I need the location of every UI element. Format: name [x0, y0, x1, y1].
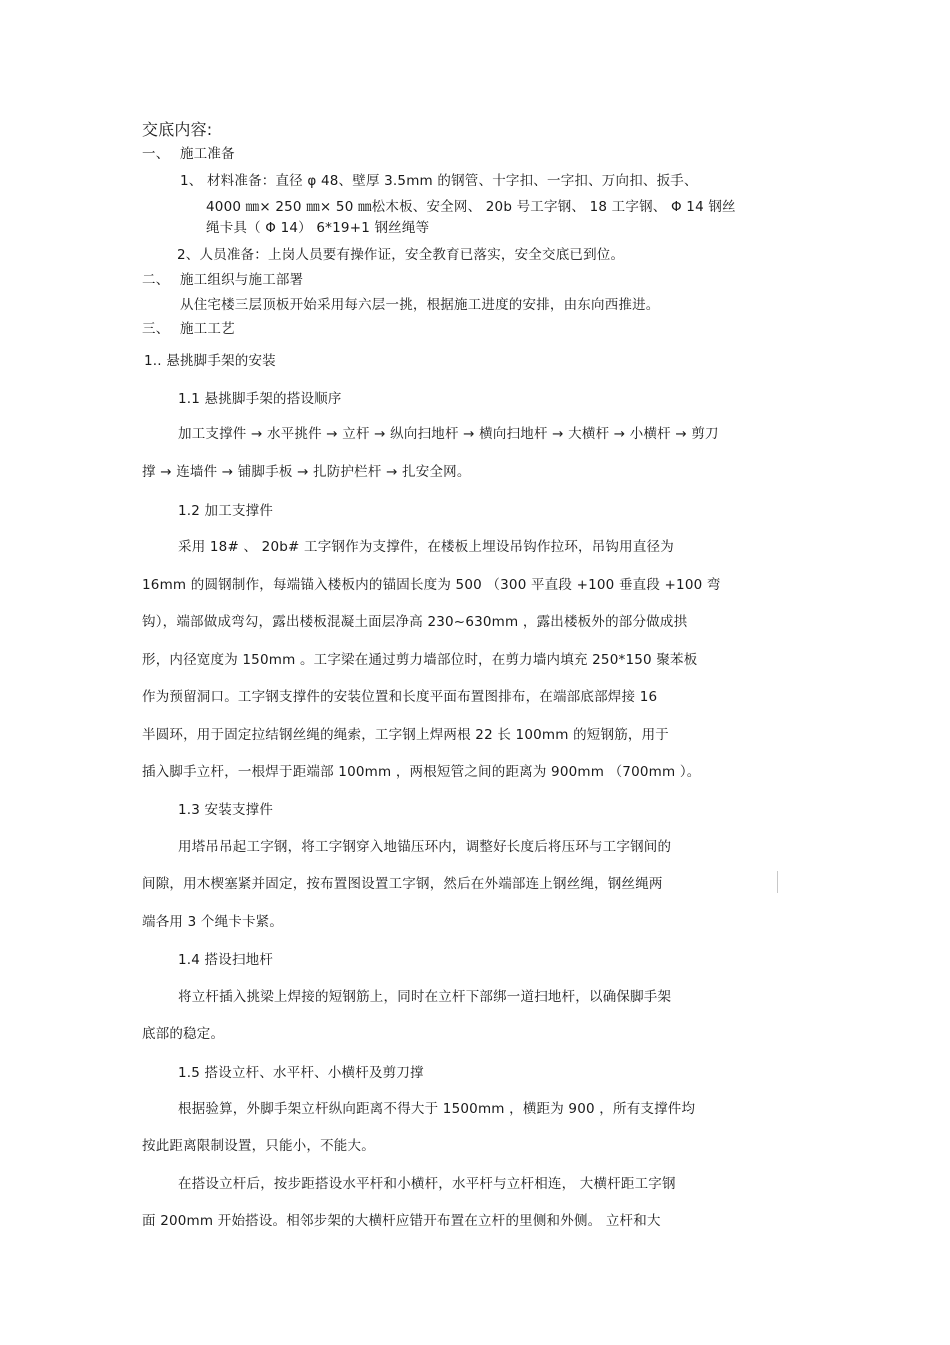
support-paragraph-line: 半圆环，用于固定拉结钢丝绳的绳索，工字钢上焊两根 22 长 100mm 的短钢筋，用于	[142, 727, 670, 743]
section-1-number: 一、	[142, 146, 170, 162]
sweep-rod-paragraph-line: 底部的稳定。	[142, 1026, 225, 1042]
materials-line-1: 1、 材料准备：直径 φ 48、壁厚 3.5mm 的钢管、十字扣、一字扣、万向扣、扳手、	[180, 173, 698, 189]
materials-line-2: 4000 ㎜× 250 ㎜× 50 ㎜松木板、安全网、 20b 号工字钢、 18 工字钢、 Φ 14 钢丝	[206, 199, 736, 215]
support-paragraph-line: 采用 18# 、 20b# 工字钢作为支撑件，在楼板上埋设吊钩作拉环，吊钩用直径为	[178, 539, 674, 555]
install-paragraph-line: 端各用 3 个绳卡卡紧。	[142, 914, 284, 930]
install-paragraph-line: 用塔吊吊起工字钢，将工字钢穿入地锚压环内，调整好长度后将压环与工字钢间的	[178, 839, 672, 855]
heading-1: 1.. 悬挑脚手架的安装	[144, 353, 276, 369]
margin-divider	[777, 871, 778, 893]
poles-paragraph-line: 按此距离限制设置，只能小，不能大。	[142, 1138, 375, 1154]
poles-paragraph-line: 在搭设立杆后，按步距搭设水平杆和小横杆，水平杆与立杆相连， 大横杆距工字钢	[178, 1176, 676, 1192]
support-paragraph-line: 形，内径宽度为 150mm 。工字梁在通过剪力墙部位时，在剪力墙内填充 250*150 聚苯板	[142, 652, 698, 668]
section-2-title: 施工组织与施工部署	[180, 272, 304, 288]
support-paragraph-line: 钩），端部做成弯勾，露出楼板混凝土面层净高 230~630mm ，露出楼板外的部分做成拱	[142, 614, 688, 630]
heading-1-2: 1.2 加工支撑件	[178, 503, 274, 519]
heading-1-5: 1.5 搭设立杆、水平杆、小横杆及剪刀撑	[178, 1065, 424, 1081]
support-paragraph-line: 16mm 的圆钢制作，每端锚入楼板内的锚固长度为 500 （300 平直段 +100 垂直段 +100 弯	[142, 577, 721, 593]
doc-title: 交底内容:	[142, 120, 213, 139]
heading-1-4: 1.4 搭设扫地杆	[178, 952, 274, 968]
sequence-line-1: 加工支撑件 → 水平挑件 → 立杆 → 纵向扫地杆 → 横向扫地杆 → 大横杆 → 小横杆 → 剪刀	[178, 426, 719, 442]
deployment-text: 从住宅楼三层顶板开始采用每六层一挑，根据施工进度的安排，由东向西推进。	[180, 297, 660, 313]
sequence-line-2: 撑 → 连墙件 → 铺脚手板 → 扎防护栏杆 → 扎安全网。	[142, 464, 471, 480]
install-paragraph-line: 间隙，用木楔塞紧并固定，按布置图设置工字钢，然后在外端部连上钢丝绳，钢丝绳两	[142, 876, 663, 892]
staff-preparation: 2、人员准备：上岗人员要有操作证，安全教育已落实，安全交底已到位。	[177, 247, 625, 263]
support-paragraph-line: 插入脚手立杆，一根焊于距端部 100mm ，两根短管之间的距离为 900mm （700mm ）。	[142, 764, 701, 780]
section-3-title: 施工工艺	[180, 321, 235, 337]
section-1-title: 施工准备	[180, 146, 235, 162]
heading-1-1: 1.1 悬挑脚手架的搭设顺序	[178, 391, 342, 407]
sweep-rod-paragraph-line: 将立杆插入挑梁上焊接的短钢筋上，同时在立杆下部绑一道扫地杆，以确保脚手架	[178, 989, 672, 1005]
heading-1-3: 1.3 安装支撑件	[178, 802, 274, 818]
materials-line-3: 绳卡具（ Φ 14） 6*19+1 钢丝绳等	[206, 220, 430, 236]
section-3-number: 三、	[142, 321, 170, 337]
poles-paragraph-line: 面 200mm 开始搭设。相邻步架的大横杆应错开布置在立杆的里侧和外侧。 立杆和大	[142, 1213, 661, 1229]
section-2-number: 二、	[142, 272, 170, 288]
support-paragraph-line: 作为预留洞口。工字钢支撑件的安装位置和长度平面布置图排布，在端部底部焊接 16	[142, 689, 658, 705]
poles-paragraph-line: 根据验算，外脚手架立杆纵向距离不得大于 1500mm ，横距为 900 ，所有支撑件均	[178, 1101, 696, 1117]
